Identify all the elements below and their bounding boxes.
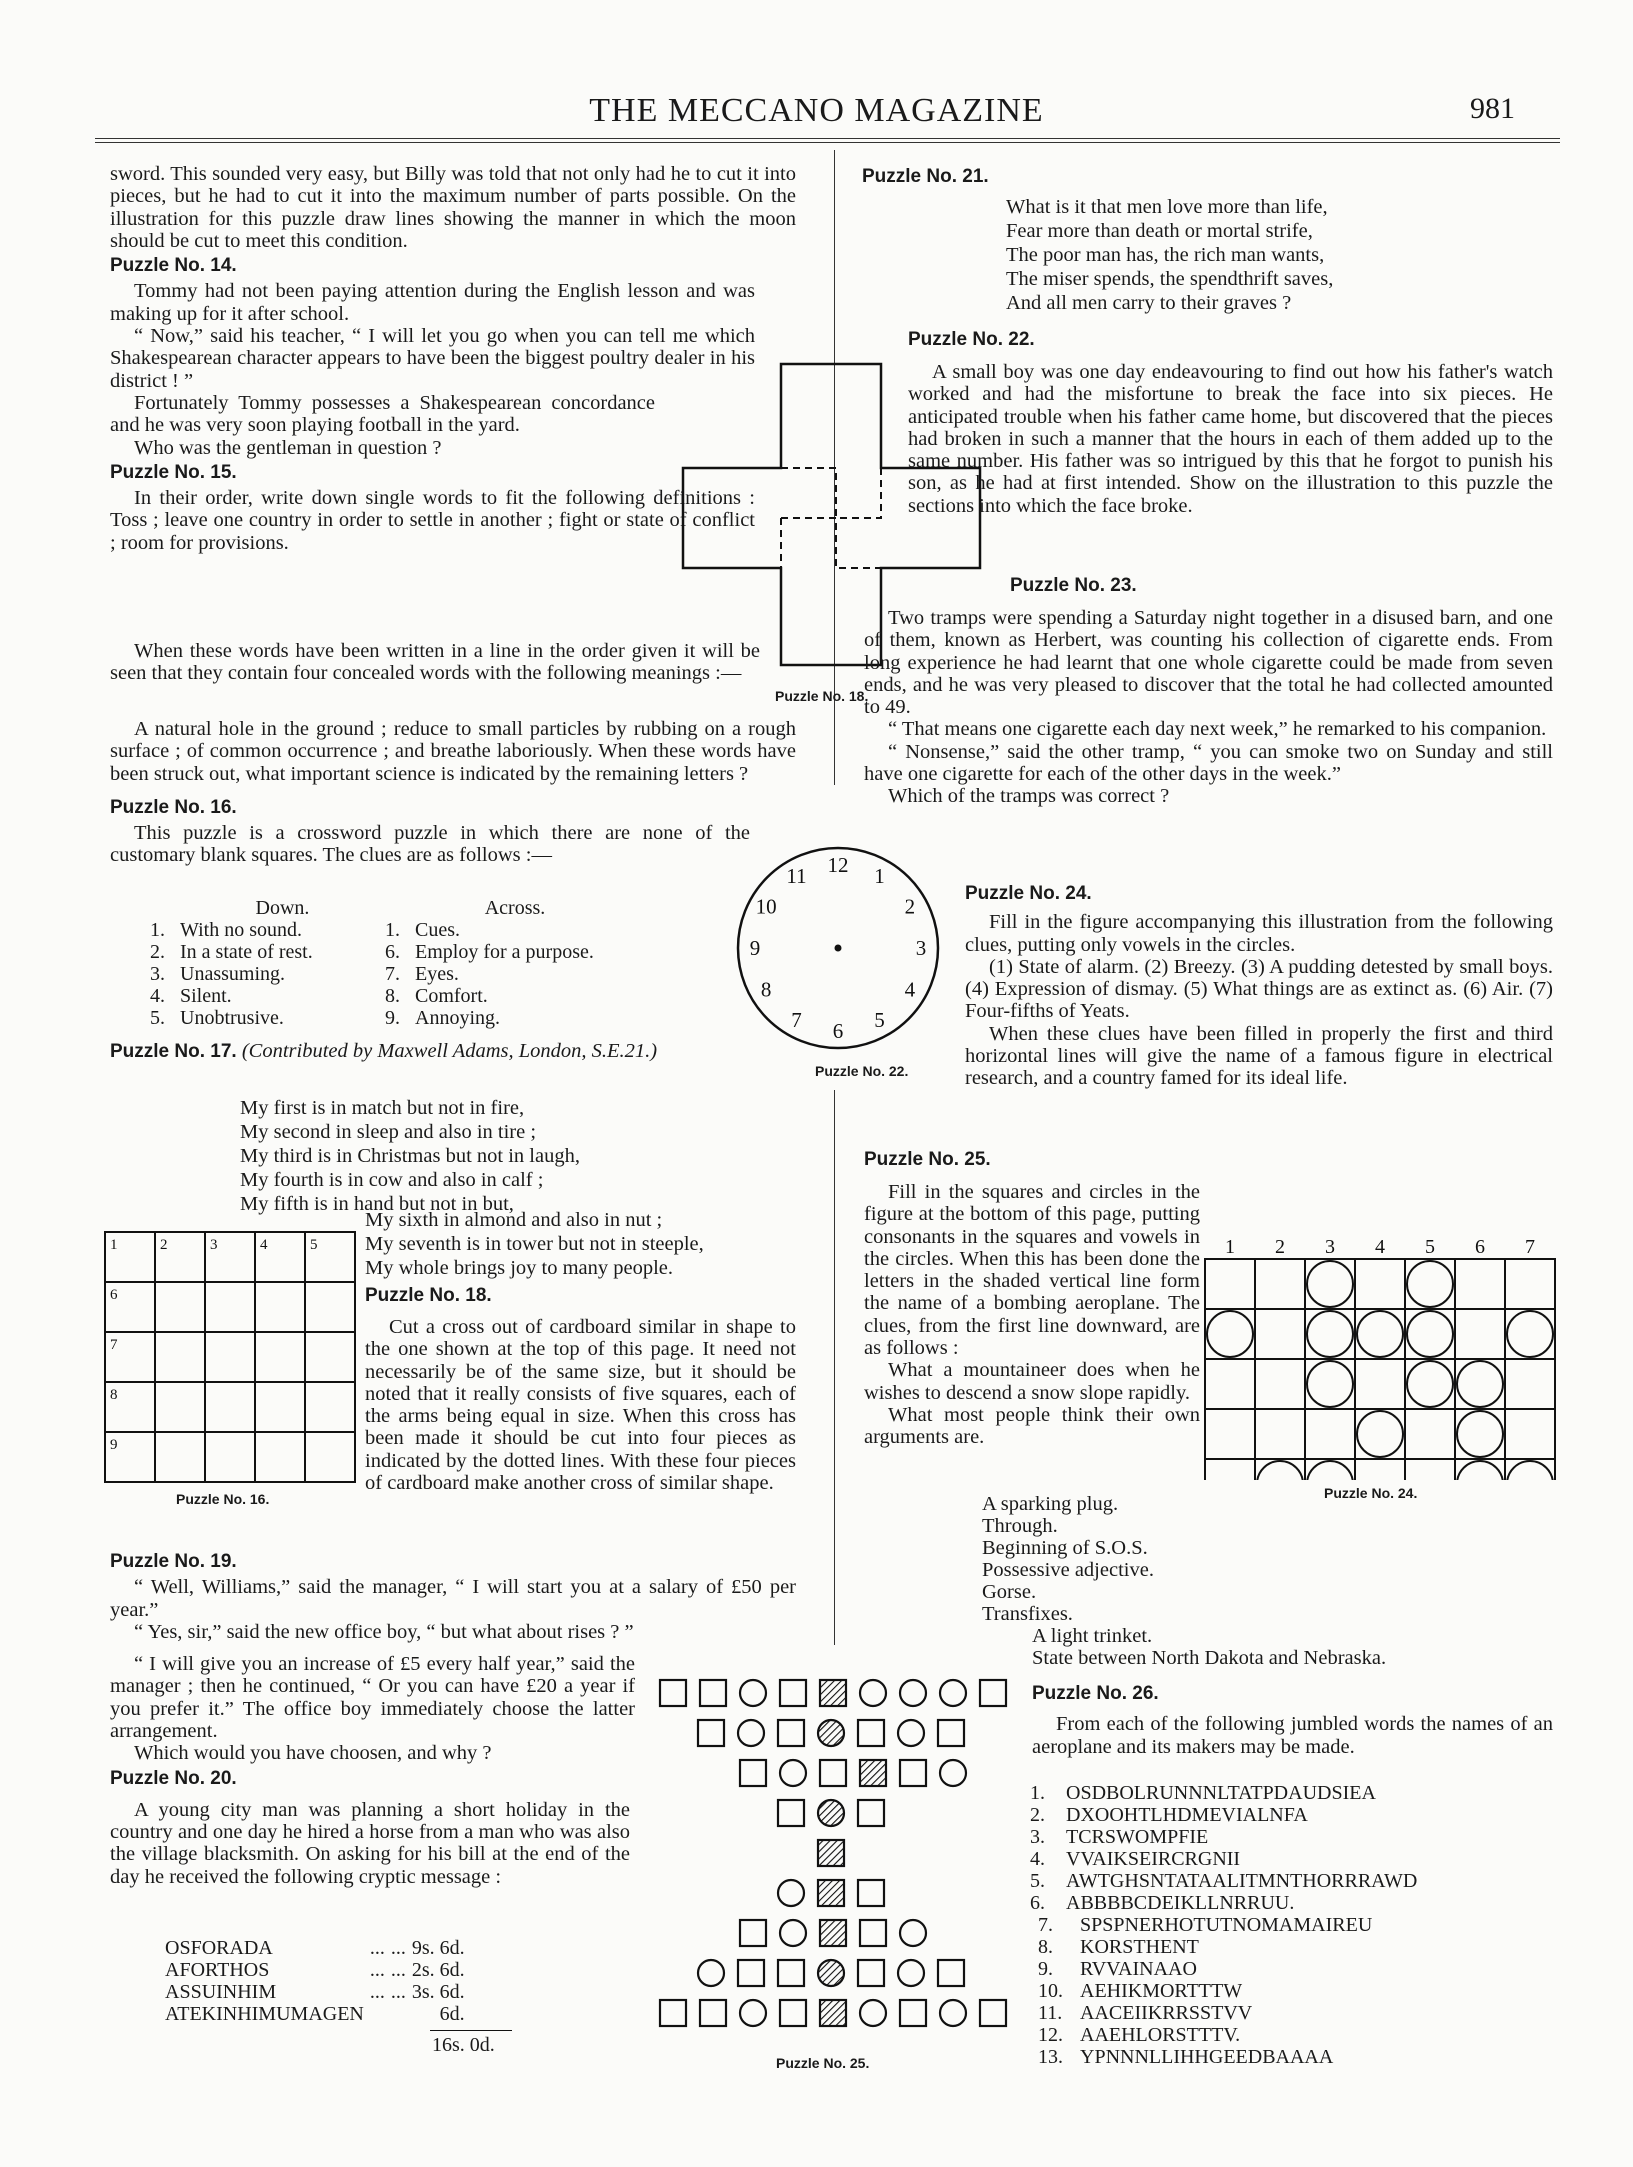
list-word: KORSTHENT [1080, 1936, 1199, 1958]
list-num: 2. [1030, 1804, 1045, 1826]
caption-25: Puzzle No. 25. [776, 2055, 870, 2071]
shaded-square [860, 1760, 886, 1786]
puzzle-20-title: Puzzle No. 20. [110, 1768, 237, 1790]
circle-cell [940, 2000, 966, 2026]
list-word: AAEHLORSTTTV. [1080, 2024, 1241, 2046]
p26-list [1030, 1782, 1417, 2068]
circle-cell [860, 2000, 886, 2026]
list-item: Gorse. [982, 1581, 1037, 1603]
puzzle-14-title: Puzzle No. 14. [110, 255, 237, 277]
square-cell [778, 1960, 804, 1986]
p24-text-1: Fill in the figure accompanying this illustration from the following clues, putting only vowels in the circles. [965, 911, 1553, 956]
grid-number: 2 [1275, 1236, 1285, 1258]
puzzle-21-title: Puzzle No. 21. [862, 166, 989, 187]
puzzle-25-figure [620, 1668, 1040, 2048]
bill-total-rule [430, 2030, 512, 2031]
clock-numeral: 6 [832, 1019, 844, 1043]
bill-dots [370, 2003, 391, 2025]
p20-bill [165, 1937, 471, 2025]
poem-line: Fear more than death or mortal strife, [1006, 220, 1313, 242]
bill-item: ATEKINHIMUMAGEN [165, 2003, 364, 2025]
clue-text: Unobtrusive. [180, 1007, 284, 1029]
grid-frame [1205, 1259, 1555, 1480]
caption-24: Puzzle No. 24. [1324, 1485, 1418, 1501]
grid-circle [1457, 1411, 1503, 1457]
list-num: 3. [1030, 1826, 1045, 1848]
grid-number: 7 [1525, 1236, 1535, 1258]
clue-num: 1. [150, 919, 165, 941]
p15-text-1: In their order, write down single words to fit the following definitions : Toss ; leave one country in order to settle in another ; fight or state of conflict ; room for provisions. [110, 487, 755, 554]
left-col-p15b [110, 718, 796, 867]
p15-text-2: When these words have been written in a line in the order given it will be seen that they contain four concealed words with the following meanings :— [110, 640, 760, 685]
bill-dots [391, 2003, 412, 2025]
clue-num: 7. [385, 963, 400, 985]
p25-block [864, 1146, 1553, 1174]
p26-text-1: From each of the following jumbled words the names of an aeroplane and its makers may be made. [1032, 1713, 1553, 1758]
clock-numeral: 2 [904, 894, 916, 919]
grid-number: 6 [1475, 1236, 1485, 1258]
page-number: 981 [1470, 92, 1515, 125]
square-cell [660, 1680, 686, 1706]
p19-block-2 [110, 1653, 635, 1888]
list-num: 1. [1030, 1782, 1045, 1804]
grid-circle [1357, 1311, 1403, 1357]
list-word: OSDBOLRUNNNLTATPDAUDSIEA [1066, 1782, 1376, 1804]
list-num: 5. [1030, 1870, 1045, 1892]
square-cell [778, 1800, 804, 1826]
right-column-top [862, 163, 1552, 191]
puzzle-22-title: Puzzle No. 22. [908, 329, 1035, 350]
clue-num: 6. [385, 941, 400, 963]
circle-cell [738, 1720, 764, 1746]
circle-cell [898, 1960, 924, 1986]
bill-dots: ... [369, 1937, 385, 1959]
square-cell [858, 1720, 884, 1746]
list-item: State between North Dakota and Nebraska. [1032, 1647, 1387, 1669]
clue-text: Cues. [415, 919, 460, 941]
p20-text-1: A young city man was planning a short holiday in the country and one day he hired a horse from a man who was also the village blacksmith. On asking for his bill at the end of the day he received the following cryptic message : [110, 1798, 630, 1888]
list-num: 8. [1038, 1936, 1053, 1958]
grid-number: 6 [110, 1287, 118, 1303]
list-word: VVAIKSEIRCRGNII [1066, 1848, 1241, 1870]
square-cell [938, 1960, 964, 1986]
p18-text-1: Cut a cross out of cardboard similar in shape to the one shown at the top of this page. It need not necessarily be of the same size, but it should be noted that it really consists of five squares, each of the arms being equal in size. When this cross has been made it should be cut into four pieces as indicated by the dotted lines. With these four pieces of cardboard make another cross of similar shape. [365, 1316, 796, 1495]
puzzle-17-title: Puzzle No. 17. [110, 1041, 237, 1062]
list-item: A light trinket. [1032, 1625, 1153, 1647]
bill-total: 16s. 0d. [432, 2034, 495, 2056]
p18-text [365, 1316, 796, 1494]
clock-numeral: 12 [827, 853, 849, 877]
puzzle-24-title: Puzzle No. 24. [965, 883, 1092, 904]
square-cell [780, 2000, 806, 2026]
puzzle-15-title: Puzzle No. 15. [110, 461, 237, 483]
p23-block [1010, 572, 1553, 600]
list-num: 11. [1038, 2002, 1063, 2024]
shaded-square [820, 2000, 846, 2026]
grid-circle [1507, 1311, 1553, 1357]
p23-text-1: Two tramps were spending a Saturday night together in a disused barn, and one of them, known as Herbert, was counting his collection of cigarette ends. From long experience he had learnt that one whole cigarette could be made from seven ends, and he was very pleased to discover that the total he had collected amounted to 49. [864, 607, 1553, 719]
bill-dots: ... [369, 1959, 385, 1981]
p24-block [965, 880, 1553, 1090]
shaded-circle [818, 1720, 844, 1746]
circle-cell [780, 1760, 806, 1786]
p14-text-1: Tommy had not been paying attention during the English lesson and was making up for it after school. [110, 280, 755, 325]
bill-amount: 9s. 6d. [411, 1937, 465, 1959]
bill-dots: ... [390, 1959, 406, 1981]
puzzle-16-grid [103, 1230, 358, 1485]
p25-list [982, 1493, 1154, 1625]
list-num: 12. [1038, 2024, 1063, 2046]
grid-circle [1307, 1261, 1353, 1307]
grid-circle [1457, 1461, 1503, 1480]
clock-numeral: 9 [749, 936, 761, 960]
p15-text-3: A natural hole in the ground ; reduce to small particles by rubbing on a rough surface ; of common occurrence ; and breathe laboriously. When these words have been struck out, what important science is indicated by the remaining letters ? [110, 718, 796, 785]
p21-poem [1006, 195, 1333, 315]
grid-circle [1457, 1361, 1503, 1407]
clue-text: Annoying. [415, 1007, 500, 1029]
p22-block [908, 326, 1553, 354]
clue-num: 5. [150, 1007, 165, 1029]
list-num: 6. [1030, 1892, 1045, 1914]
circle-cell [940, 1680, 966, 1706]
puzzle-16-title: Puzzle No. 16. [110, 796, 237, 818]
caption-16: Puzzle No. 16. [176, 1491, 270, 1507]
list-num: 7. [1038, 1914, 1053, 1936]
left-col-p15 [110, 640, 760, 685]
p17-poem [240, 1096, 580, 1216]
square-cell [860, 1920, 886, 1946]
p25-text-1a: Fill in the squares and circles in the figure at the bottom of this page, putting consonants in the squares and vowels in the circles. When this has been done the letters in the shaded vertical line form the name of a bombing aeroplane. The clues, from the first line downward, are as follows : [864, 1181, 1200, 1360]
list-word: AACEIIKRRSSTVV [1080, 2002, 1253, 2024]
shaded-square [820, 1680, 846, 1706]
clue-text: Employ for a purpose. [415, 941, 594, 963]
p22-text-1: A small boy was one day endeavouring to find out how his father's watch worked and had the misfortune to break the face into six pieces. He anticipated trouble when his father came home, but discovered that the pieces had broken in such a manner that the hours in each of them added up to the same number. His father was so intrigued by this that he forgot to punish his son, as he had at first intended. Show on the illustration to this puzzle the sections into which the face broke. [908, 361, 1553, 517]
shaded-square [820, 1920, 846, 1946]
poem-line: My seventh is in tower but not in steeple, [365, 1233, 704, 1255]
list-word: TCRSWOMPFIE [1066, 1826, 1209, 1848]
grid-circle [1207, 1311, 1253, 1357]
clue-text: With no sound. [180, 919, 302, 941]
list-num: 10. [1038, 1980, 1063, 2002]
clue-text: Silent. [180, 985, 232, 1007]
square-cell [900, 2000, 926, 2026]
down-heading: Down. [255, 897, 310, 919]
poem-line: And all men carry to their graves ? [1006, 292, 1292, 314]
list-num: 13. [1038, 2046, 1063, 2068]
list-word: RVVAINAAO [1080, 1958, 1197, 1980]
list-num: 4. [1030, 1848, 1045, 1870]
square-cell [780, 1680, 806, 1706]
square-cell [900, 1760, 926, 1786]
list-word: AWTGHSNTATAALITMNTHORRRAWD [1066, 1870, 1418, 1892]
p23-text-2: “ That means one cigarette each day next week,” he remarked to his companion. [888, 718, 1547, 741]
p23-text [864, 607, 1553, 808]
p24-text-3: When these clues have been filled in properly the first and third horizontal lines will give the name of a famous figure in electrical research, and a country famed for its ideal life. [965, 1022, 1553, 1090]
p19-text-1: “ Well, Williams,” said the manager, “ I will start you at a salary of £50 per year.” [110, 1576, 796, 1621]
poem-line: What is it that men love more than life, [1006, 196, 1328, 218]
circle-cell [698, 1960, 724, 1986]
clock-numeral: 10 [755, 894, 777, 919]
clock-numeral: 7 [791, 1007, 802, 1032]
bill-item: ASSUINHIM [165, 1981, 277, 2003]
list-word: DXOOHTLHDMEVIALNFA [1066, 1804, 1308, 1826]
square-cell [980, 2000, 1006, 2026]
list-word: YPNNNLLIHHGEEDBAAAA [1080, 2046, 1334, 2068]
p18-block [365, 1282, 796, 1310]
poem-line: My sixth in almond and also in nut ; [365, 1209, 663, 1231]
square-cell [938, 1720, 964, 1746]
p14-text-2: “ Now,” said his teacher, “ I will let you go when you can tell me which Shakespearean character appears to have been the biggest poultry dealer in his district ! ” [110, 325, 755, 392]
list-item: Possessive adjective. [982, 1559, 1154, 1581]
grid-number: 4 [260, 1237, 268, 1253]
list-word: AEHIKMORTTTW [1080, 1980, 1243, 2002]
p17-poem-2 [365, 1208, 704, 1280]
p25-text-2: What a mountaineer does when he wishes to descend a snow slope rapidly. [864, 1359, 1200, 1404]
square-cell [858, 1960, 884, 1986]
header-rule [95, 138, 1560, 139]
clue-num: 4. [150, 985, 165, 1007]
p19-text-2: “ Yes, sir,” said the new office boy, “ but what about rises ? ” [134, 1620, 634, 1643]
grid-number: 7 [110, 1337, 118, 1353]
shaded-square [818, 1880, 844, 1906]
grid-circle [1307, 1311, 1353, 1357]
shaded-square [818, 1840, 844, 1866]
bill-amount: 3s. 6d. [411, 1981, 465, 2003]
bill-dots: ... [390, 1937, 406, 1959]
circle-cell [940, 1760, 966, 1786]
puzzle-19-title: Puzzle No. 19. [110, 1551, 237, 1572]
grid-circle [1407, 1311, 1453, 1357]
p22-text [908, 361, 1553, 517]
square-cell [858, 1800, 884, 1826]
grid-number: 1 [110, 1237, 118, 1253]
shaded-circle [818, 1800, 844, 1826]
p25-list-2 [1032, 1625, 1386, 1669]
p14-text-3: Fortunately Tommy possesses a Shakespearean concordance and he was very soon playing football in the yard. [110, 391, 655, 437]
grid-number: 1 [1225, 1236, 1235, 1258]
circle-cell [900, 1680, 926, 1706]
p26-block [1032, 1680, 1553, 1758]
square-cell [700, 1680, 726, 1706]
grid-number: 2 [160, 1237, 168, 1253]
grid-number: 3 [210, 1237, 218, 1253]
p23-text-3: “ Nonsense,” said the other tramp, “ you can smoke two on Sunday and still have one cigarette for each of the other days in the week.” [864, 740, 1553, 786]
poem-line: The miser spends, the spendthrift saves, [1006, 268, 1334, 290]
square-cell [700, 2000, 726, 2026]
p25-text-3: What most people think their own arguments are. [864, 1403, 1200, 1449]
circle-cell [900, 1920, 926, 1946]
grid-circle [1357, 1411, 1403, 1457]
puzzle-18-title: Puzzle No. 18. [365, 1285, 492, 1306]
square-cell [698, 1720, 724, 1746]
square-cell [980, 1680, 1006, 1706]
bill-item: OSFORADA [165, 1937, 273, 1959]
clue-num: 9. [385, 1007, 400, 1029]
circle-cell [740, 2000, 766, 2026]
square-cell [740, 1920, 766, 1946]
clock-numeral: 1 [874, 864, 885, 889]
bill-item: AFORTHOS [165, 1959, 270, 1981]
grid-number: 3 [1325, 1236, 1335, 1258]
caption-18: Puzzle No. 18. [775, 688, 869, 704]
square-cell [738, 1960, 764, 1986]
p17-header [110, 1040, 710, 1063]
grid-circle [1407, 1261, 1453, 1307]
p24-text-2: (1) State of alarm. (2) Breezy. (3) A pudding detested by small boys. (4) Expression of dismay. (5) What things are as extinct as. (6) Air. (7) Four-fifths of Yeats. [965, 955, 1553, 1023]
bill-dots: ... [369, 1981, 385, 2003]
p14-text-4: Who was the gentleman in question ? [134, 436, 442, 459]
magazine-title: THE MECCANO MAGAZINE [589, 92, 1044, 129]
grid-number: 5 [310, 1237, 318, 1253]
across-heading: Across. [484, 897, 546, 919]
clue-text: Comfort. [415, 985, 488, 1007]
poem-line: My first is in match but not in fire, [240, 1097, 525, 1119]
poem-line: My second in sleep and also in tire ; [240, 1121, 537, 1143]
p16-text-1: This puzzle is a crossword puzzle in which there are none of the customary blank squares. The clues are as follows :— [110, 822, 750, 867]
p23-text-4: Which of the tramps was correct ? [888, 785, 1170, 808]
p19-text-4: Which would you have choosen, and why ? [134, 1742, 492, 1765]
poem-line: My fourth is in cow and also in calf ; [240, 1169, 544, 1191]
square-cell [778, 1720, 804, 1746]
square-cell [740, 1760, 766, 1786]
poem-line: My fifth is in hand but not in but, [240, 1193, 514, 1215]
grid-number: 4 [1375, 1236, 1385, 1258]
clock-numeral: 8 [760, 977, 772, 1002]
clue-num: 2. [150, 941, 165, 963]
list-item: Transfixes. [982, 1603, 1073, 1625]
intro-text: sword. This sounded very easy, but Billy was told that not only had he to cut it into pieces, but he had to cut it into the maximum number of parts possible. On the illustration for this puzzle draw lines showing the manner in which the moon should be cut to meet this condition. [110, 163, 796, 252]
circle-cell [740, 1680, 766, 1706]
square-cell [820, 1760, 846, 1786]
clock-face [733, 843, 943, 1053]
grid-circle [1307, 1361, 1353, 1407]
list-item: A sparking plug. [982, 1493, 1119, 1515]
list-num: 9. [1038, 1958, 1053, 1980]
grid-circle [1507, 1461, 1553, 1480]
list-item: Through. [982, 1515, 1058, 1537]
clue-num: 1. [385, 919, 400, 941]
puzzle-25-title: Puzzle No. 25. [864, 1149, 991, 1170]
clue-text: Unassuming. [180, 963, 285, 985]
clock-numeral: 4 [904, 977, 916, 1002]
bill-amount: 2s. 6d. [411, 1959, 465, 1981]
grid-circle [1257, 1461, 1303, 1480]
clock-numeral: 5 [874, 1007, 885, 1032]
clue-num: 3. [150, 963, 165, 985]
bill-amount: 6d. [439, 2003, 465, 2025]
p16-clues [150, 897, 615, 1029]
clock-numeral: 11 [786, 864, 807, 889]
circle-cell [780, 1920, 806, 1946]
clock-numeral: 3 [915, 936, 927, 960]
grid-circle [1407, 1361, 1453, 1407]
clue-num: 8. [385, 985, 400, 1007]
circle-cell [898, 1720, 924, 1746]
poem-line: My third is in Christmas but not in laugh, [240, 1145, 580, 1167]
list-word: ABBBBCDEIKLLNRRUU. [1066, 1892, 1295, 1914]
p19-block [110, 1548, 796, 1643]
poem-line: The poor man has, the rich man wants, [1006, 244, 1325, 266]
grid-number: 8 [110, 1387, 118, 1403]
shaded-circle [818, 1960, 844, 1986]
bill-dots: ... [390, 1981, 406, 2003]
puzzle-24-grid [1200, 1235, 1565, 1480]
poem-line: My whole brings joy to many people. [365, 1257, 674, 1279]
caption-22: Puzzle No. 22. [815, 1063, 909, 1079]
p17-credit: (Contributed by Maxwell Adams, London, S.E.21.) [241, 1040, 658, 1062]
clue-text: Eyes. [415, 963, 459, 985]
header-rule-2 [95, 142, 1560, 143]
puzzle-23-title: Puzzle No. 23. [1010, 575, 1137, 596]
list-item: Beginning of S.O.S. [982, 1537, 1148, 1559]
p19-text-3: “ I will give you an increase of £5 every half year,” said the manager ; then he continued, “ Or you can have £20 a year if you prefer it.” The office boy immediately choose the latter arrangement. [110, 1653, 635, 1742]
circle-cell [778, 1880, 804, 1906]
grid-number: 5 [1425, 1236, 1435, 1258]
clue-text: In a state of rest. [180, 941, 313, 963]
circle-cell [860, 1680, 886, 1706]
grid-number: 9 [110, 1437, 118, 1453]
column-divider-lower [834, 1090, 835, 1645]
list-word: SPSPNERHOTUTNOMAMAIREU [1080, 1914, 1373, 1936]
square-cell [660, 2000, 686, 2026]
puzzle-26-title: Puzzle No. 26. [1032, 1683, 1159, 1704]
square-cell [858, 1880, 884, 1906]
grid-circle [1307, 1461, 1353, 1480]
